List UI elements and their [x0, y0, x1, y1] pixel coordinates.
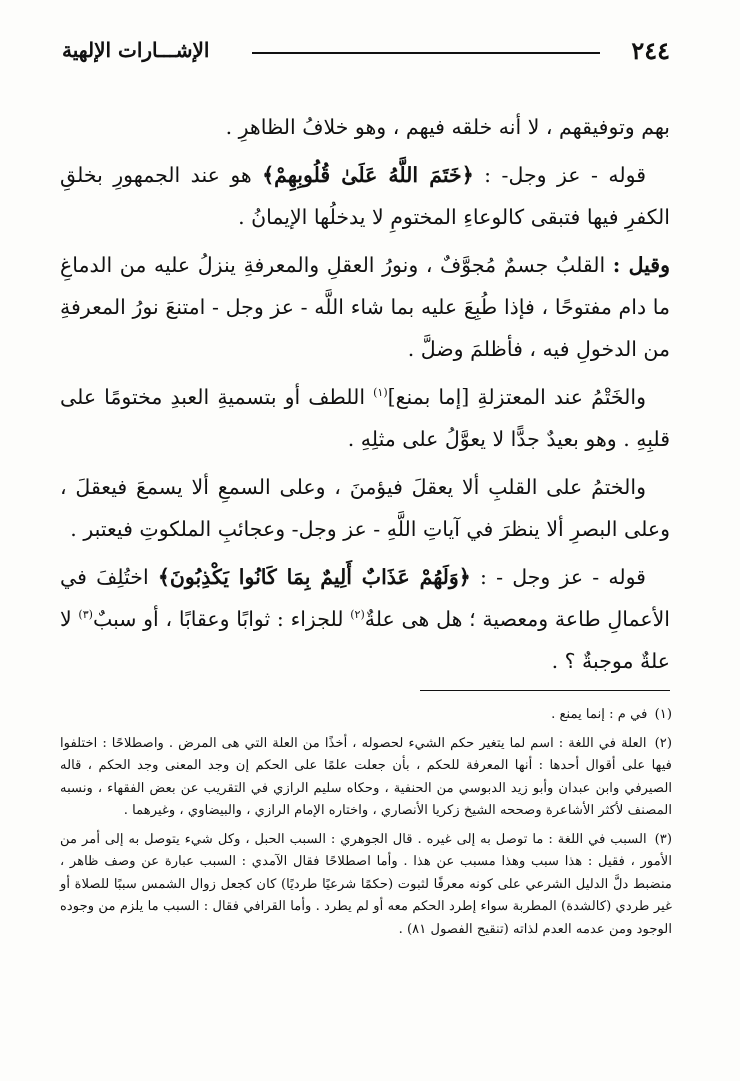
footnote-1: (١) في م : إنما يمنع . — [551, 707, 672, 722]
footnote-ref-3: (٣) — [78, 608, 93, 622]
footnote-ref-2: (٢) — [350, 608, 365, 622]
footnote-separator — [420, 690, 670, 691]
main-text — [60, 106, 670, 688]
paragraph-3: وقيل : القلبُ جسمٌ مُجوَّفٌ ، ونورُ العقلِ والمعرفةِ ينزلُ عليه من الدماغِ ما دام مفتوحًا ، فإذا طُبِعَ عليه بما شاء اللَّه - عز وجل - امتنعَ نورُ المعرفةِ من الدخولِ فيه ، فأظلمَ وضلَّ . — [60, 253, 670, 361]
paragraph-5: والختمُ على القلبِ ألا يعقلَ فيؤمنَ ، وعلى السمعِ ألا يسمعَ فيعقلَ ، وعلى البصرِ ألا ينظرَ في آياتِ اللَّهِ - عز وجل- وعجائبِ الملكوتِ فيعتبر . — [60, 475, 670, 541]
paragraph-lead-word: وقيل : — [612, 253, 670, 277]
paragraph-2: قوله - عز وجل- : ﴿خَتَمَ اللَّهُ عَلَىٰ قُلُوبِهِمْ﴾ هو عند الجمهورِ بخلقِ الكفرِ فيها فتبقى كالوعاءِ المختومِ لا يدخلُها الإيمانُ . — [60, 163, 670, 229]
footnote-3: (٣) السبب في اللغة : ما توصل به إلى غيره . قال الجوهري : السبب الحبل ، وكل شيء يتوصل به إلى أمر من الأمور ، فقيل : هذا سبب وهذا مسبب عن هذا . وأما اصطلاحًا فقال الآمدي : السبب عبارة عن وصف ظاهر ، منضبط دلَّ الدليل الشرعي على كونه معرفًا لثبوت (حكمًا شرعيًا طرديًا) كان كجعل زوال الشمس سببًا للصلاة أو غير طردي (كالشدة) المطربة سواء إطرد الحكم معه أو لم يطرد . وأما القرافي فقال : السبب ما يلزم من وجوده الوجود ومن عدمه العدم لذاته (تنقيح الفصول ٨١) . — [60, 831, 672, 937]
footnote-2: (٢) العلة في اللغة : اسم لما يتغير حكم الشيء لحصوله ، أخذًا من العلة التي هى المرض . واصطلاحًا : اختلفوا فيها على أقوال أحدها : أنها المعرفة للحكم ، بأن جعلت علمًا على الحكم إن وجد المعنى وجد الحكم ، قاله الصيرفي وابن عبدان وأبو زيد الدبوسي من الحنفية ، وحكاه سليم الرازي في التقريب عن بعض الفقهاء ، ونسبه المصنف لأكثر الأشاعرة وصححه الشيخ زكريا الأنصاري ، واختاره الإمام الرازي ، والبيضاوي ، وغيرهما . — [60, 735, 672, 818]
running-title: الإشـــارات الإلهية — [62, 38, 210, 62]
paragraph-1: بهم وتوفيقهم ، لا أنه خلقه فيهم ، وهو خلافُ الظاهرِ . — [225, 115, 670, 139]
quran-verse: ﴿خَتَمَ اللَّهُ عَلَىٰ قُلُوبِهِمْ﴾ — [262, 163, 474, 187]
paragraph-6: قوله - عز وجل - : ﴿وَلَهُمْ عَذَابٌ أَلِيمٌ بِمَا كَانُوا يَكْذِبُونَ﴾ اختُلِفَ في الأعمالِ طاعة ومعصية ؛ هل هى علةٌ$^{(٢)}$ للجزاء : ثوابًا وعقابًا ، أو سببٌ$^{(٣)}$ لا علةٌ موجبةٌ ؟ . — [60, 565, 670, 673]
page-number: ٢٤٤ — [631, 36, 670, 65]
page-header — [62, 34, 670, 70]
header-rule — [252, 52, 600, 54]
footnotes — [60, 704, 672, 947]
footnote-ref-1: (١) — [373, 386, 388, 400]
paragraph-4: والخَتْمُ عند المعتزلةِ [إما بمنع]$^{(١)}$ اللطف أو بتسميةِ العبدِ مختومًا على قلبِهِ . وهو بعيدٌ جدًّا لا يعوَّلُ على مثلِهِ . — [60, 385, 670, 451]
quran-verse: ﴿وَلَهُمْ عَذَابٌ أَلِيمٌ بِمَا كَانُوا يَكْذِبُونَ﴾ — [157, 565, 471, 589]
